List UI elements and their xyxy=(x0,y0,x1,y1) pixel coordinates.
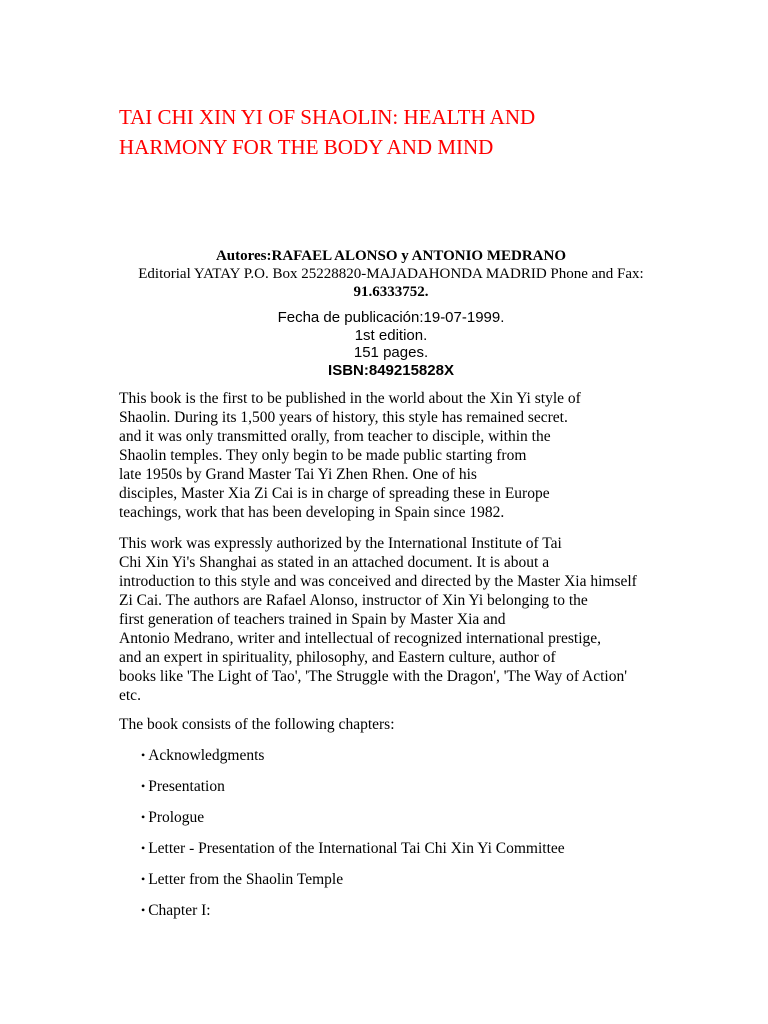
list-item xyxy=(141,839,565,870)
phone-number: 91.6333752. xyxy=(353,284,429,300)
page-count: 151 pages. xyxy=(353,344,429,361)
chapter-label: Letter - Presentation of the International Tai Chi Xin Yi Committee xyxy=(148,840,565,857)
authorization-paragraph xyxy=(119,534,689,705)
paragraph-line: books like 'The Light of Tao', 'The Struggle with the Dragon', 'The Way of Action' xyxy=(119,668,628,685)
list-item xyxy=(141,808,565,839)
paragraph-line: Zi Cai. The authors are Rafael Alonso, instructor of Xin Yi belonging to the xyxy=(119,592,588,609)
list-item xyxy=(141,746,565,777)
list-item xyxy=(141,777,565,808)
chapter-label: Chapter I: xyxy=(148,902,211,919)
bullet-icon: • xyxy=(141,748,146,762)
chapters-intro-text: The book consists of the following chapters: xyxy=(119,716,395,733)
document-title xyxy=(119,102,679,162)
list-item xyxy=(141,901,565,932)
paragraph-line: This work was expressly authorized by the International Institute of Tai xyxy=(119,535,562,552)
paragraph-line: teachings, work that has been developing in Spain since 1982. xyxy=(119,504,505,521)
publication-details xyxy=(119,309,663,379)
paragraph-line: Antonio Medrano, writer and intellectual of recognized international prestige, xyxy=(119,630,602,647)
paragraph-line: Shaolin. During its 1,500 years of history, this style has remained secret. xyxy=(119,409,568,426)
editorial-line: Editorial YATAY P.O. Box 25228820-MAJADAHONDA MADRID Phone and Fax: xyxy=(138,266,644,282)
intro-paragraph xyxy=(119,389,689,522)
chapter-label: Prologue xyxy=(148,809,205,826)
paragraph-line: and an expert in spirituality, philosophy, and Eastern culture, author of xyxy=(119,649,556,666)
authors-line: Autores:RAFAEL ALONSO y ANTONIO MEDRANO xyxy=(215,248,567,264)
isbn: ISBN:849215828X xyxy=(328,361,454,379)
paragraph-line: introduction to this style and was conceived and directed by the Master Xia himself xyxy=(119,573,637,590)
paragraph-line: late 1950s by Grand Master Tai Yi Zhen Rhen. One of his xyxy=(119,466,477,483)
title-line: HARMONY FOR THE BODY AND MIND xyxy=(119,135,494,159)
chapter-label: Letter from the Shaolin Temple xyxy=(148,871,344,888)
list-item xyxy=(141,870,565,901)
paragraph-line: This book is the first to be published in the world about the Xin Yi style of xyxy=(119,390,581,407)
publication-date: Fecha de publicación:19-07-1999. xyxy=(277,309,505,326)
chapter-label: Acknowledgments xyxy=(148,747,265,764)
paragraph-line: first generation of teachers trained in Spain by Master Xia and xyxy=(119,611,506,628)
title-line: TAI CHI XIN YI OF SHAOLIN: HEALTH AND xyxy=(119,105,536,129)
paragraph-line: and it was only transmitted orally, from teacher to disciple, within the xyxy=(119,428,551,445)
edition: 1st edition. xyxy=(354,326,428,344)
publisher-info xyxy=(119,247,663,301)
bullet-icon: • xyxy=(141,841,146,855)
bullet-icon: • xyxy=(141,779,146,793)
chapter-list xyxy=(141,746,565,932)
paragraph-line: disciples, Master Xia Zi Cai is in charge of spreading these in Europe xyxy=(119,485,550,502)
paragraph-line: Chi Xin Yi's Shanghai as stated in an attached document. It is about a xyxy=(119,554,550,571)
paragraph-line: etc. xyxy=(119,687,141,704)
paragraph-line: Shaolin temples. They only begin to be made public starting from xyxy=(119,447,527,464)
bullet-icon: • xyxy=(141,810,146,824)
chapters-intro xyxy=(119,715,689,734)
bullet-icon: • xyxy=(141,872,146,886)
chapter-label: Presentation xyxy=(148,778,225,795)
bullet-icon: • xyxy=(141,903,146,917)
